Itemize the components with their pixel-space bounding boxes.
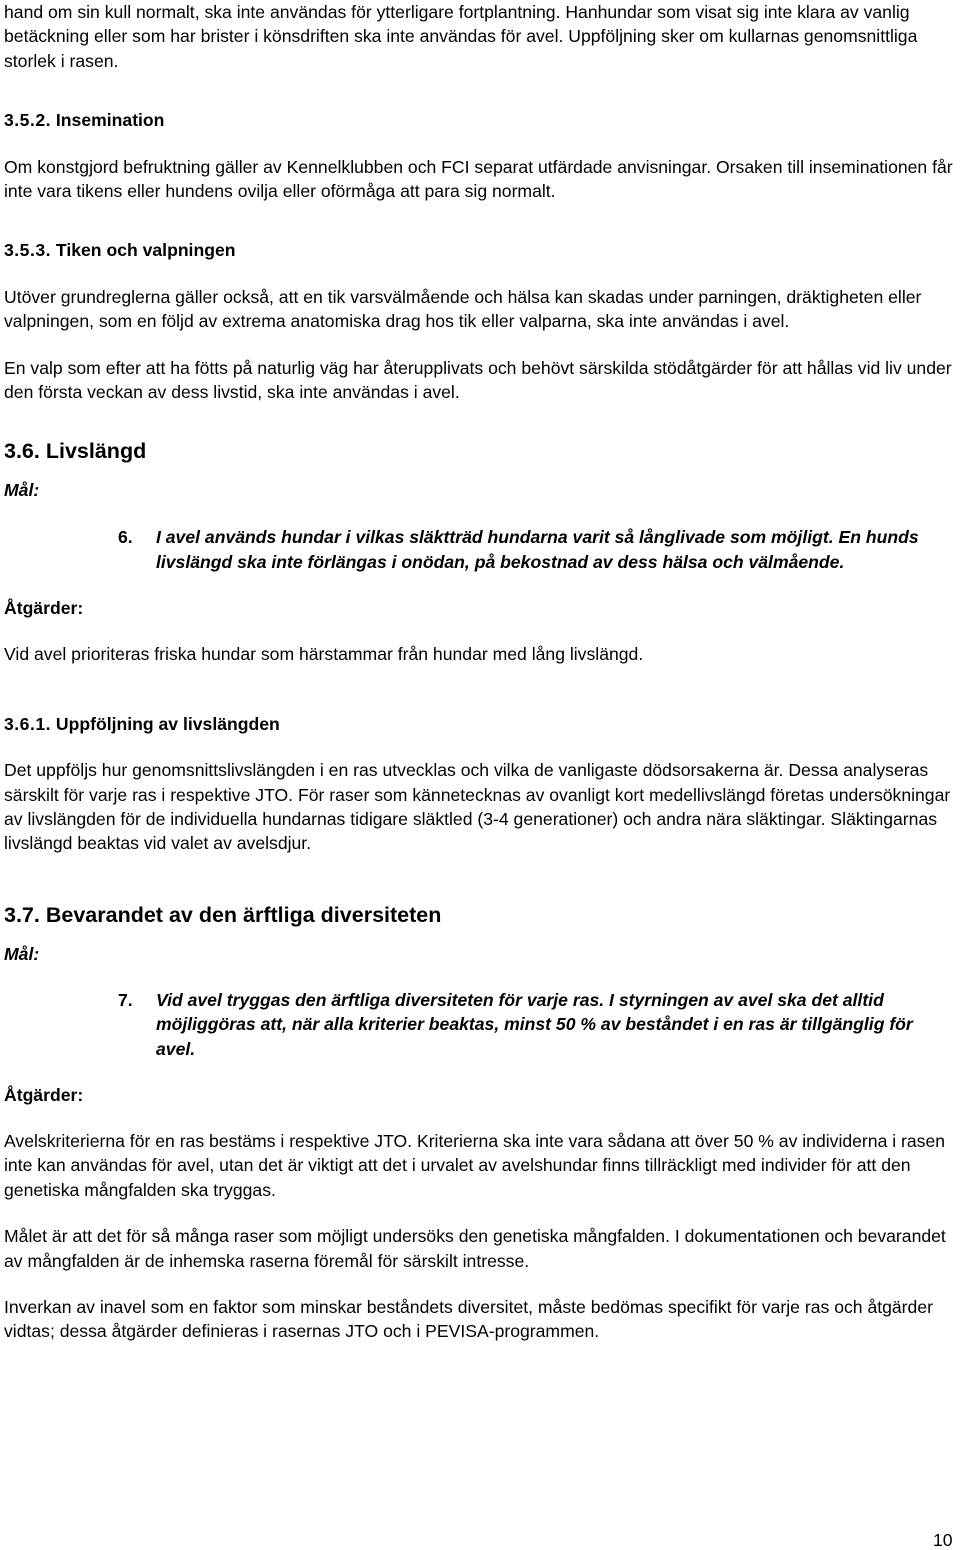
section-3-7-paragraph-1: Avelskriterierna för en ras bestäms i respektive JTO. Kriterierna ska inte vara sådana att över 50 % av individerna i rasen inte kan användas för avel, utan det är viktigt att det i urvalet av avelshundar finns tillräckligt med individer för att den genetiska mångfalden ska tryggas. xyxy=(4,1130,946,1200)
goal-text: Vid avel tryggas den ärftliga diversiteten för varje ras. I styrningen av avel ska det alltid möjliggöras att, när alla kriterier beaktas, minst 50 % av beståndet i en ras är tillgänglig för avel. xyxy=(156,989,913,1059)
section-title: Livslängd xyxy=(45,439,147,464)
goal-item xyxy=(118,988,956,1061)
goal-number: 7. xyxy=(118,989,133,1010)
section-number: 3.5.2. xyxy=(4,110,52,131)
section-number: 3.6.1. xyxy=(4,713,52,734)
document-page xyxy=(4,0,956,1344)
section-title: Uppföljning av livslängden xyxy=(55,713,280,734)
actions-label: Åtgärder: xyxy=(4,1084,84,1105)
actions-label: Åtgärder: xyxy=(4,598,84,619)
section-3-5-2-body: Om konstgjord befruktning gäller av Kennelklubben och FCI separat utfärdade anvisningar. Orsaken till inseminationen får inte vara tikens eller hundens ovilja eller oförmåga att para sig normalt. xyxy=(4,156,953,202)
section-3-5-2-heading xyxy=(4,108,956,132)
section-3-7-paragraph-3: Inverkan av inavel som en faktor som minskar beståndets diversitet, måste bedömas specifikt för varje ras och åtgärder vidtas; dessa åtgärder definieras i rasernas JTO och i PEVISA-programmen. xyxy=(4,1296,933,1342)
section-3-7-paragraph-2: Målet är att det för så många raser som möjligt undersöks den genetiska mångfalden. I dokumentationen och bevarandet av mångfalden är de inhemska raserna föremål för särskilt intresse. xyxy=(4,1226,946,1271)
section-3-5-3-paragraph-1: Utöver grundreglerna gäller också, att en tik varsvälmående och hälsa kan skadas under parningen, dräktigheten eller valpningen, som en följd av extrema anatomiska drag hos tik eller valparna, ska inte användas i avel. xyxy=(4,286,922,332)
section-number: 3.5.3. xyxy=(4,240,52,261)
page-number: 10 xyxy=(933,1530,953,1550)
goal-number: 6. xyxy=(118,527,133,548)
section-3-7-heading xyxy=(4,902,956,928)
section-title: Tiken och valpningen xyxy=(55,240,236,261)
section-title: Bevarandet av den ärftliga diversiteten xyxy=(45,902,442,927)
goal-text: I avel används hundar i vilkas släktträd hundarna varit så långlivade som möjligt. En hunds livslängd ska inte förlängas i onödan, på bekostnad av dess hälsa och välmående. xyxy=(156,527,919,572)
section-3-6-body: Vid avel prioriteras friska hundar som härstammar från hundar med lång livslängd. xyxy=(4,644,644,665)
section-number: 3.6. xyxy=(4,439,40,464)
goal-label: Mål: xyxy=(4,480,40,501)
section-title: Insemination xyxy=(55,110,165,131)
intro-paragraph: hand om sin kull normalt, ska inte användas för ytterligare fortplantning. Hanhundar som visat sig inte klara av vanlig betäckning eller som har brister i könsdriften ska inte användas för avel. Uppföljning sker om kullarnas genomsnittliga storlek i rasen. xyxy=(4,2,918,71)
section-3-6-1-heading xyxy=(4,712,956,736)
section-3-6-1-body: Det uppföljs hur genomsnittslivslängden i en ras utvecklas och vilka de vanligaste dödsorsakerna är. Dessa analyseras särskilt för varje ras i respektive JTO. För raser som kännetecknas av ovanligt kort medellivslängd företas undersökningar av livslängden för de individuella hundarnas tidigare släktled (3-4 generationer) och andra nära släktingar. Släktingarnas livslängd beaktas vid valet av avelsdjur. xyxy=(4,760,951,854)
section-3-5-3-paragraph-2: En valp som efter att ha fötts på naturlig väg har återupplivats och behövt särskilda stödåtgärder för att hållas vid liv under den första veckan av dess livstid, ska inte användas i avel. xyxy=(4,357,952,403)
section-number: 3.7. xyxy=(4,902,40,927)
goal-item xyxy=(118,525,956,574)
section-3-6-heading xyxy=(4,438,956,464)
section-3-5-3-heading xyxy=(4,238,956,262)
goal-label: Mål: xyxy=(4,943,40,964)
